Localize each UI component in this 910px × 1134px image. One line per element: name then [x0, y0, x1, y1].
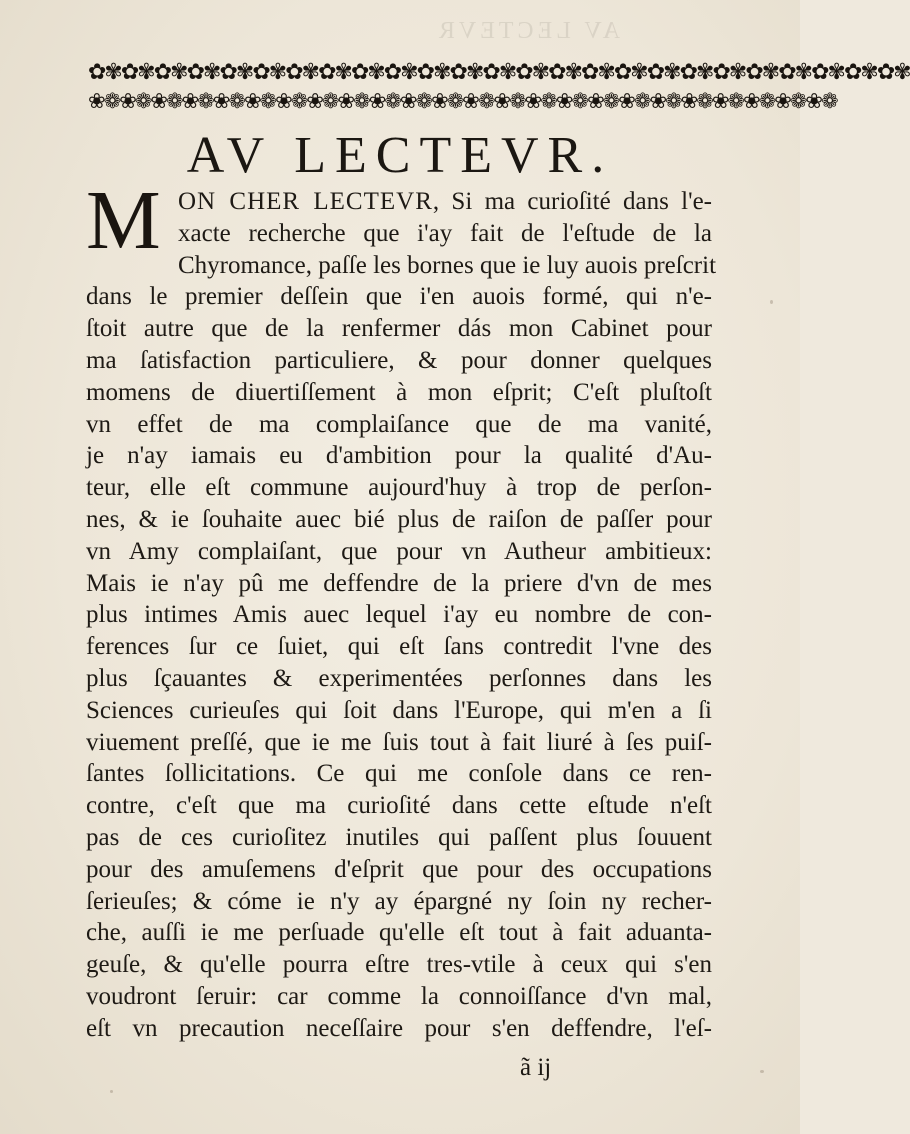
drop-cap: M [86, 174, 161, 267]
text-line: nes, & ie ſouhaite auec bié plus de raiſon de paſſer pour [86, 505, 712, 533]
text-line: plus ſçauantes & experimentées perſonnes dans les [86, 664, 712, 692]
page-title: AV LECTEVR. [186, 127, 614, 184]
text-line: je n'ay iamais eu d'ambition pour la qualité d'Au- [86, 442, 712, 470]
ornament-band-bottom: ❀❁❀❁❀❁❀❁❀❁❀❁❀❁❀❁❀❁❀❁❀❁❀❁❀❁❀❁❀❁❀❁❀❁❀❁❀❁❀❁❀❁❀❁❀❁❀❁ [88, 89, 837, 113]
text-line: eſt vn precaution neceſſaire pour s'en deffendre, l'eſ- [86, 1014, 712, 1042]
body-text [86, 174, 717, 1045]
text-line: plus intimes Amis auec lequel i'ay eu nombre de con- [86, 601, 712, 629]
text-line: ferences ſur ce ſuiet, qui eſt ſans contredit l'vne des [86, 633, 712, 661]
text-line: momens de diuertiſſement à mon eſprit; C'eſt pluſtoſt [86, 378, 712, 406]
text-line: xacte recherche que i'ay fait de l'eſtude de la [178, 219, 712, 247]
paper-speck [770, 300, 773, 304]
bleed-through-text: AV LECTEVR [434, 18, 620, 44]
text-line: teur, elle eſt commune aujourd'huy à trop de perſon- [86, 474, 712, 502]
text-line [86, 186, 712, 218]
text-line: ma ſatisfaction particuliere, & pour donner quelques [86, 346, 712, 374]
text-line: contre, c'eſt que ma curioſité dans cette eſtude n'eſt [86, 792, 712, 820]
paper-speck [760, 1070, 764, 1073]
text-line: voudront ſeruir: car comme la connoiſſance d'vn mal, [86, 982, 712, 1010]
opening-caps: ON CHER LECTEVR [178, 188, 433, 215]
text-line: geuſe, & qu'elle pourra eſtre tres-vtile à ceux qui s'en [86, 951, 712, 979]
text-line-rest: , Si ma curioſité dans l'e- [432, 188, 712, 215]
ornament-band-top: ✿✾✿✾✿✾✿✾✿✾✿✾✿✾✿✾✿✾✿✾✿✾✿✾✿✾✿✾✿✾✿✾✿✾✿✾✿✾✿✾✿✾✿✾✿✾✿✾✿✾ [88, 60, 910, 85]
signature-mark: ã ij [520, 1054, 552, 1081]
text-line: ſerieuſes; & cóme ie n'y ay épargné ny ſoin ny recher- [86, 887, 712, 915]
text-line: dans le premier deſſein que i'en auois formé, qui n'e- [86, 283, 712, 311]
text-line: viuement preſſé, que ie me ſuis tout à fait liuré à ſes puiſ- [86, 728, 712, 756]
text-line: pour des amuſemens d'eſprit que pour des occupations [86, 855, 712, 883]
text-line: Chyromance, paſſe les bornes que ie luy auois preſcrit [178, 251, 717, 279]
text-line: vn Amy complaiſant, que pour vn Autheur ambitieux: [86, 537, 712, 565]
text-line: Sciences curieuſes qui ſoit dans l'Europe, qui m'en a ſi [86, 696, 712, 724]
text-line: vn effet de ma complaiſance que de ma vanité, [86, 410, 712, 438]
paper-speck [110, 1090, 113, 1093]
text-line: Mais ie n'ay pû me deffendre de la priere d'vn de mes [86, 569, 712, 597]
text-line: che, auſſi ie me perſuade qu'elle eſt tout à fait aduanta- [86, 919, 712, 947]
text-line: pas de ces curioſitez inutiles qui paſſent plus ſouuent [86, 823, 712, 851]
text-line: ſtoit autre que de la renfermer dás mon Cabinet pour [86, 315, 712, 343]
text-line: ſantes ſollicitations. Ce qui me conſole dans ce ren- [86, 760, 712, 788]
